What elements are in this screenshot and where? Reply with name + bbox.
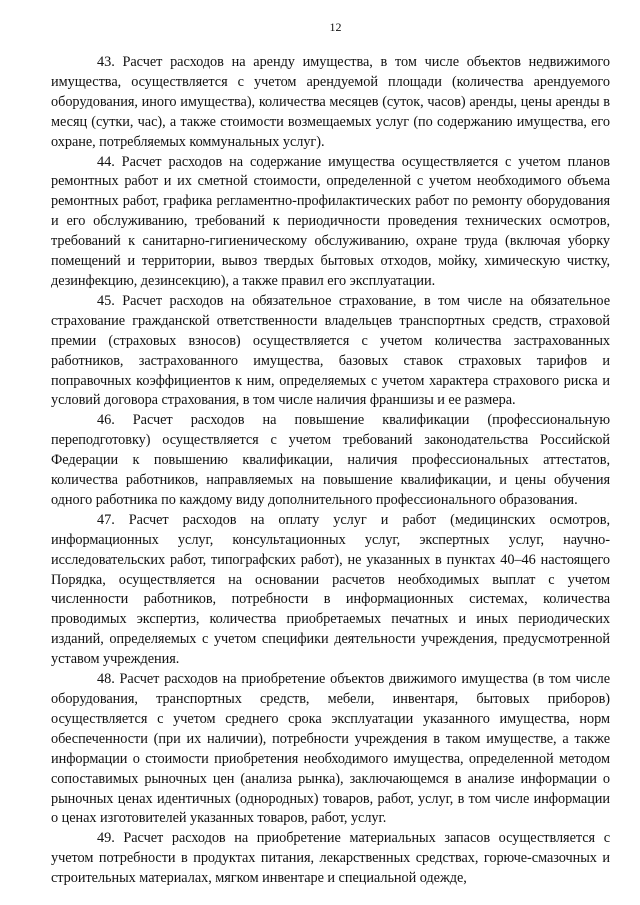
paragraph-43: 43. Расчет расходов на аренду имущества, в том числе объектов недвижимого имущества, осуществляется с учетом арендуемой площади (количества арендуемого оборудования, иного имущества), количества месяцев (суток, часов) аренды, цены аренды в месяц (сутки, час), а также стоимости возмещаемых услуг (по содержанию имущества, его охране, потребляемых коммунальных услуг). — [51, 54, 610, 150]
paragraph-46: 46. Расчет расходов на повышение квалификации (профессиональную переподготовку) осуществляется с учетом требований законодательства Российской Федерации к повышению квалификации, наличия профессиональных аттестатов, количества работников, направляемых на повышение квалификации, и цены обучения одного работника по каждому виду дополнительного профессионального образования. — [51, 412, 610, 508]
paragraph-48: 48. Расчет расходов на приобретение объектов движимого имущества (в том числе оборудования, транспортных средств, мебели, инвентаря, бытовых приборов) осуществляется с учетом среднего срока эксплуатации указанного имущества, норм обеспеченности (при их наличии), потребности учреждения в таком имуществе, а также информации о стоимости приобретения необходимого имущества, определенной методом сопоставимых рыночных цен (анализа рынка), заключающемся в анализе информации о рыночных ценах идентичных (однородных) товаров, работ, услуг, в том числе информации о ценах изготовителей указанных товаров, работ, услуг. — [51, 671, 610, 827]
page-number: 12 — [329, 20, 342, 34]
paragraph-49: 49. Расчет расходов на приобретение материальных запасов осуществляется с учетом потребности в продуктах питания, лекарственных средствах, горюче-смазочных и строительных материалах, мягком инвентаре и специальной одежде, — [51, 830, 610, 887]
paragraph-45: 45. Расчет расходов на обязательное страхование, в том числе на обязательное страхование гражданской ответственности владельцев транспортных средств, страховой премии (страховых взносов) осуществляется с учетом количества застрахованных работников, застрахованного имущества, базовых ставок страховых тарифов и поправочных коэффициентов к ним, определяемых с учетом характера страхового риска и условий договора страхования, в том числе наличия франшизы и ее размера. — [51, 292, 610, 409]
paragraph-44: 44. Расчет расходов на содержание имущества осуществляется с учетом планов ремонтных работ и их сметной стоимости, определенной с учетом необходимого объема ремонтных работ, графика регламентно-профилактических работ по ремонту оборудования и его обслуживанию, требований к периодичности проведения технических осмотров, требований к санитарно-гигиеническому обслуживанию, охране труда (включая уборку помещений и территории, вывоз твердых бытовых отходов, мойку, химическую чистку, дезинфекцию, дезинсекцию), а также правил его эксплуатации. — [51, 153, 610, 289]
paragraph-47: 47. Расчет расходов на оплату услуг и работ (медицинских осмотров, информационных услуг, консультационных услуг, экспертных услуг, научно-исследовательских работ, типографских работ), не указанных в пунктах 40–46 настоящего Порядка, осуществляется на основании расчетов необходимых выплат с учетом численности работников, потребности в информационных системах, количества проводимых экспертиз, количества приобретаемых печатных и иных периодических изданий, определяемых с учетом специфики деятельности учреждения, предусмотренной уставом учреждения. — [51, 511, 610, 668]
